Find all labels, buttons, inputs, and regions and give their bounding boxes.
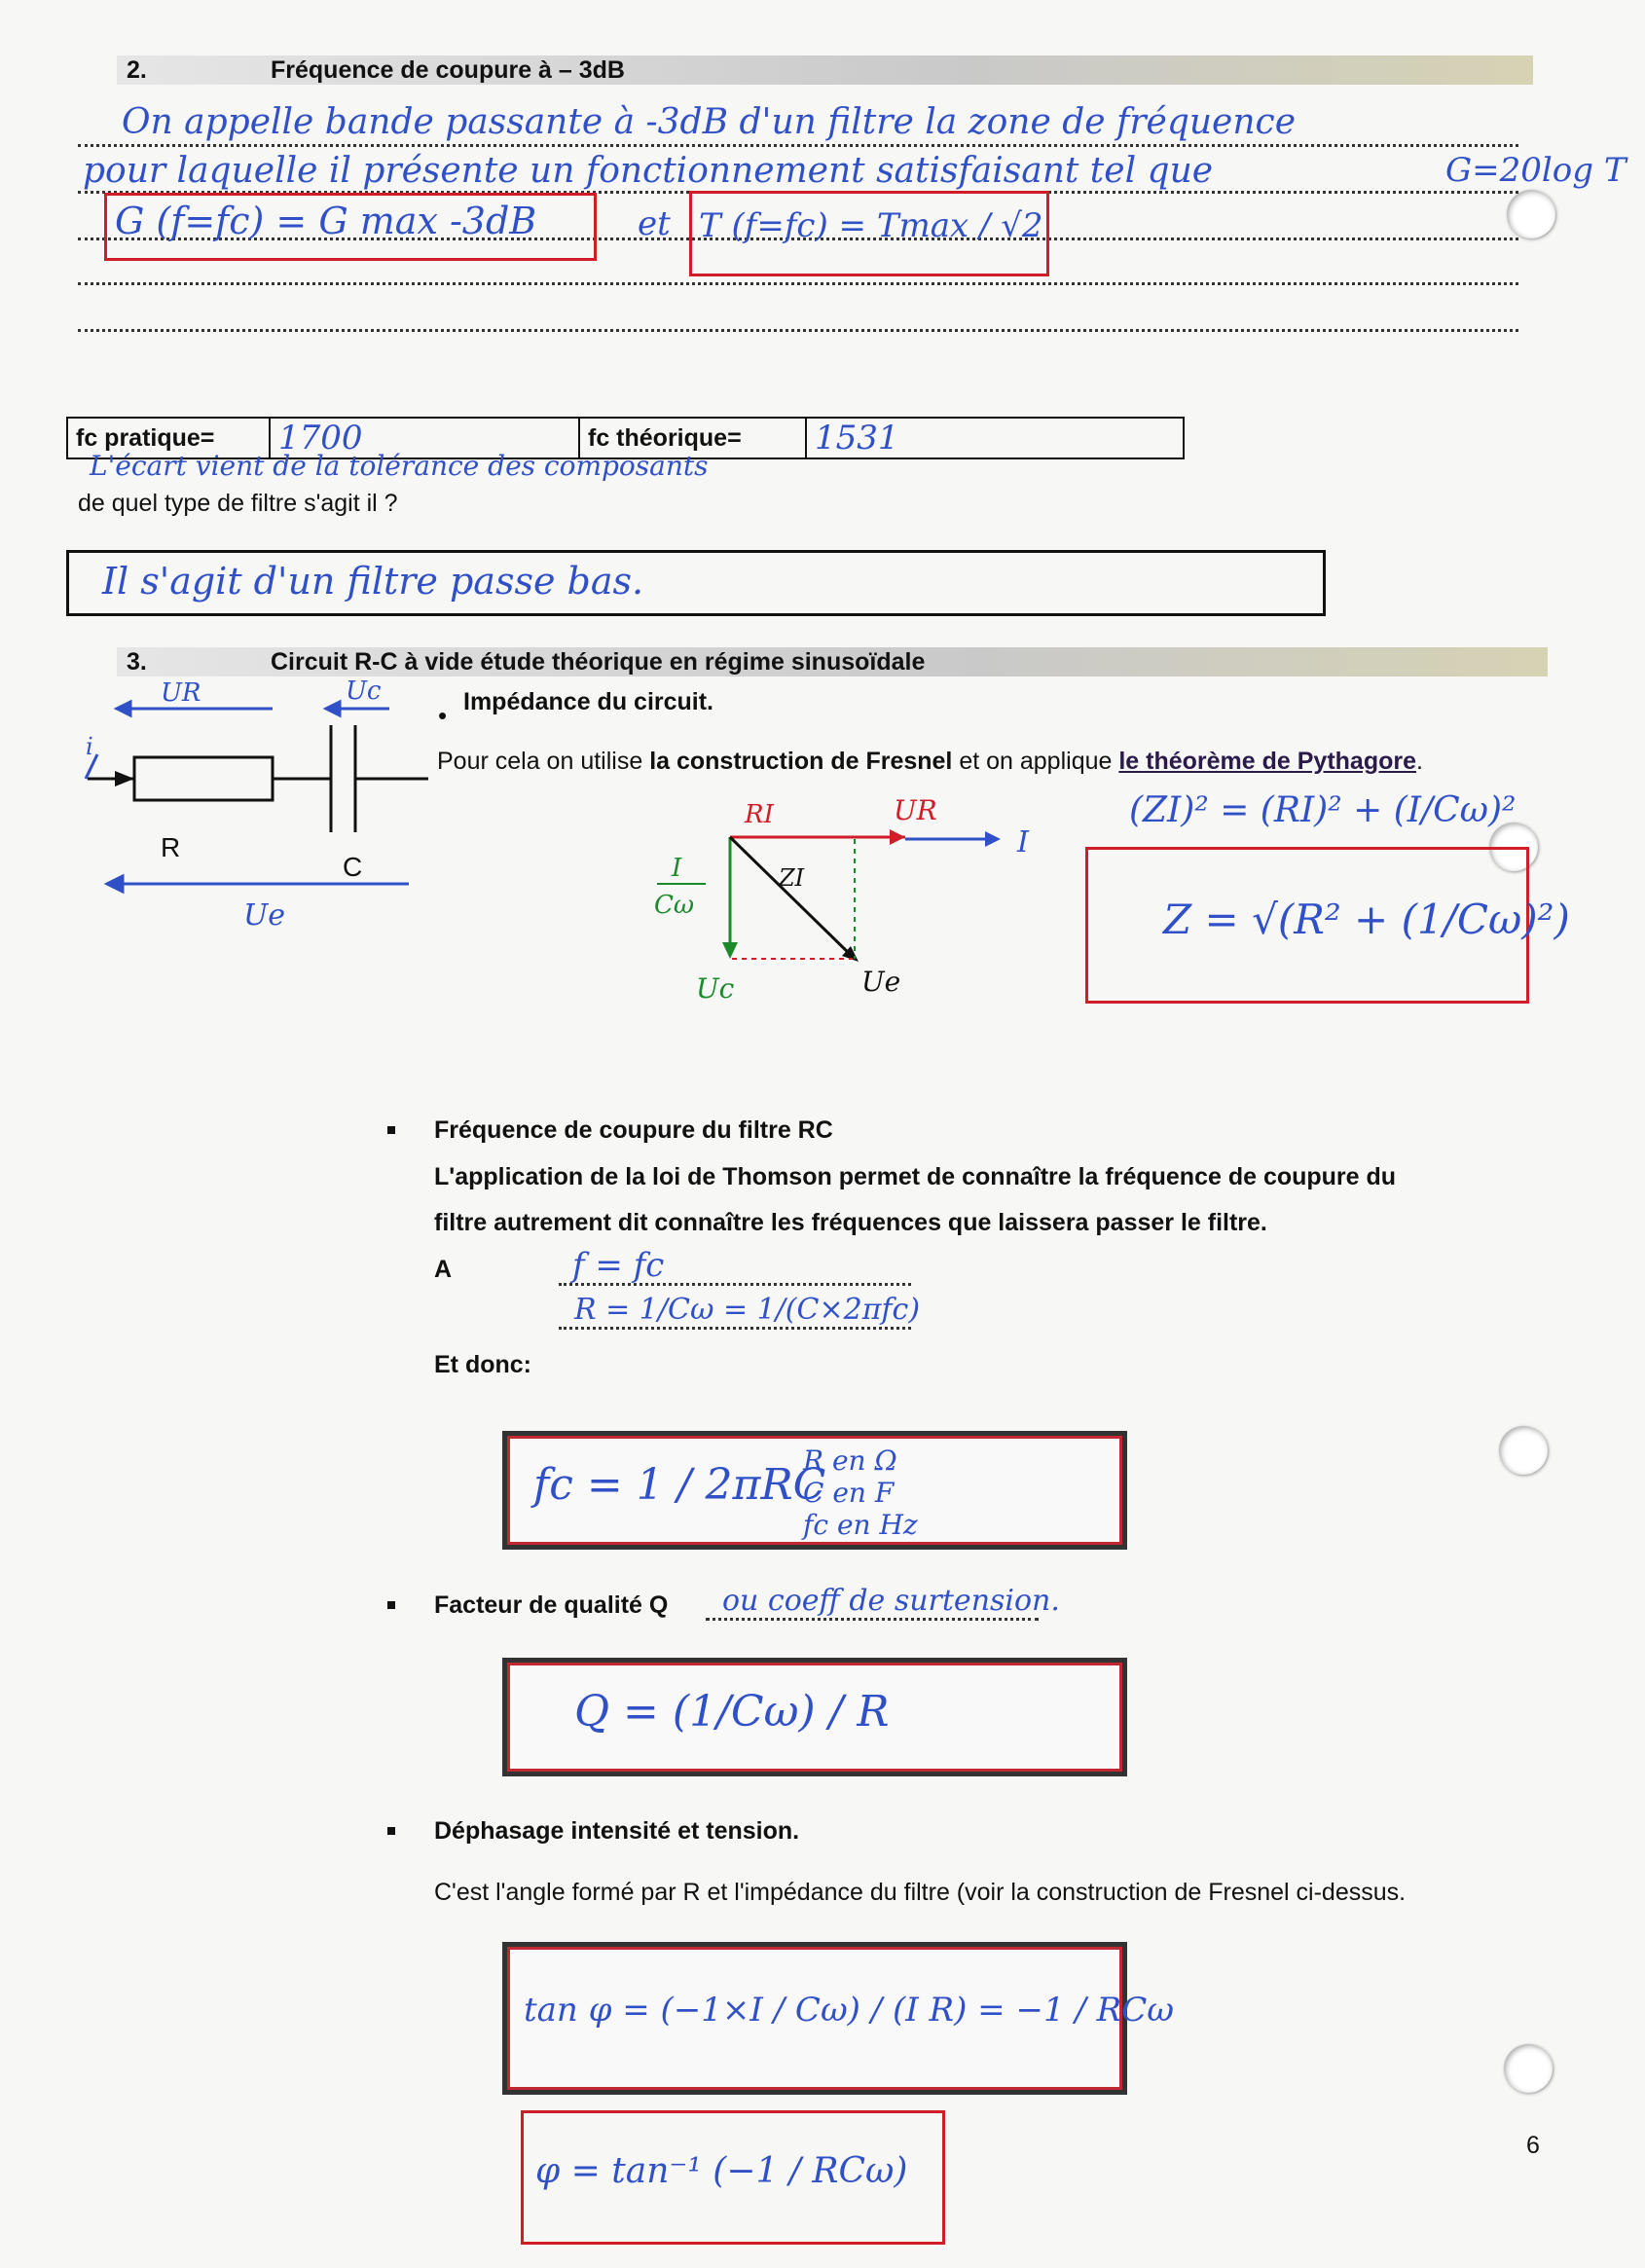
fresnel-bold: la construction de Fresnel: [649, 748, 953, 775]
fc-theorique-value: 1531: [815, 419, 899, 457]
dotted-line-1: [78, 144, 1518, 147]
section2-title: Fréquence de coupure à – 3dB: [271, 56, 625, 84]
impedance-bullet-dot: •: [438, 701, 448, 730]
quality-formula: Q = (1/Cω) / R: [574, 1687, 890, 1737]
section2-number: 2.: [127, 56, 147, 84]
formula-et: et: [638, 204, 671, 243]
pythagore-link[interactable]: le théorème de Pythagore: [1118, 748, 1417, 775]
cutoff-desc-line2: filtre autrement dit connaître les fréquences que laissera passer le filtre.: [434, 1209, 1267, 1236]
quality-dots: [706, 1618, 1039, 1621]
fc-units-f: fc en Hz: [803, 1509, 918, 1541]
impedance-bullet: Impédance du circuit.: [463, 688, 714, 715]
et-donc-label: Et donc:: [434, 1351, 531, 1378]
cutoff-r-equation: R = 1/Cω = 1/(C×2πfc): [574, 1293, 921, 1327]
fresnel-label-uc: Uc: [696, 972, 735, 1005]
transmittance-formula: T (f=fc) = Tmax / √2: [699, 206, 1043, 245]
dotted-line-5: [78, 329, 1518, 332]
input-arrow-head: [115, 771, 134, 786]
handwritten-definition-line2: pour laquelle il présente un fonctionnement satisfaisant tel que: [83, 151, 1214, 191]
fc-theorique-cell: [806, 418, 1184, 458]
punch-hole-middle: [1499, 1426, 1548, 1475]
fc-formula: fc = 1 / 2πRC: [533, 1460, 826, 1510]
fresnel-pre: Pour cela on utilise: [437, 748, 650, 775]
cutoff-a-value: f = fc: [572, 1246, 665, 1285]
fresnel-end: .: [1416, 748, 1423, 775]
cutoff-a-label: A: [434, 1256, 453, 1283]
phase-title: Déphasage intensité et tension.: [434, 1817, 800, 1845]
fresnel-label-i: I: [1017, 825, 1029, 860]
filter-type-answer: Il s'agit d'un filtre passe bas.: [102, 560, 644, 603]
dotted-line-4: [78, 282, 1518, 285]
filter-type-question: de quel type de filtre s'agit il ?: [78, 490, 398, 517]
fc-pratique-label: fc pratique=: [67, 418, 270, 458]
label-ur: UR: [161, 678, 201, 708]
quality-label: Facteur de qualité Q: [434, 1591, 669, 1619]
circuit-wires: [88, 725, 428, 832]
fresnel-label-ri: RI: [745, 800, 774, 829]
fresnel-label-ue: Ue: [861, 966, 901, 998]
phase-description: C'est l'angle formé par R et l'impédance du filtre (voir la construction de Fresnel ci-dessus.: [434, 1879, 1407, 1906]
phi-formula: φ = tan⁻¹ (−1 / RCω): [535, 2151, 908, 2191]
fresnel-vectors: [722, 829, 1001, 962]
fresnel-label-ur: UR: [894, 794, 937, 826]
fresnel-sentence: [437, 748, 1423, 776]
fresnel-label-zi: ZI: [779, 864, 805, 892]
label-i: i: [86, 733, 93, 760]
punch-hole-bottom: [1504, 2044, 1553, 2093]
handwritten-definition-line1: On appelle bande passante à -3dB d'un filtre la zone de fréquence: [122, 102, 1297, 142]
fresnel-label-cw: Cω: [654, 891, 695, 920]
cutoff-r-dots: [559, 1327, 911, 1330]
fc-pratique-value: 1700: [278, 419, 363, 457]
fresnel-label-i-num: I: [672, 854, 682, 883]
punch-hole-top: [1507, 190, 1555, 238]
ecart-note: L'écart vient de la tolérance des composants: [90, 450, 709, 482]
fc-units-r: R en Ω: [803, 1445, 897, 1477]
label-r: R: [161, 832, 181, 862]
label-uc: Uc: [346, 677, 382, 706]
section3-title: Circuit R-C à vide étude théorique en régime sinusoïdale: [271, 648, 926, 676]
section3-number: 3.: [127, 648, 147, 676]
phase-bullet: [387, 1827, 395, 1835]
cutoff-bullet: [387, 1126, 395, 1134]
cutoff-title: Fréquence de coupure du filtre RC: [434, 1116, 833, 1144]
tan-formula: tan φ = (−1×I / Cω) / (I R) = −1 / RCω: [524, 1991, 1174, 2030]
fresnel-diagram: [642, 779, 1071, 1012]
gain-formula: G (f=fc) = G max -3dB: [115, 200, 537, 242]
handwritten-gain-def: G=20log T: [1445, 151, 1627, 190]
quality-bullet: [387, 1601, 395, 1609]
impedance-formula: Z = √(R² + (1/Cω)²): [1163, 896, 1570, 943]
rc-circuit-diagram: [68, 672, 438, 944]
label-c: C: [343, 852, 363, 882]
cutoff-desc-line1: L'application de la loi de Thomson permet de connaître la fréquence de coupure du: [434, 1163, 1397, 1190]
fresnel-mid: et on applique: [952, 748, 1119, 775]
label-ue: Ue: [243, 898, 286, 933]
pythagore-formula: (ZI)² = (RI)² + (I/Cω)²: [1129, 790, 1517, 830]
page-number: 6: [1526, 2132, 1540, 2159]
fc-units-c: C en F: [803, 1477, 895, 1509]
quality-handwritten: ou coeff de surtension.: [722, 1584, 1060, 1618]
fc-theorique-label: fc théorique=: [579, 418, 806, 458]
